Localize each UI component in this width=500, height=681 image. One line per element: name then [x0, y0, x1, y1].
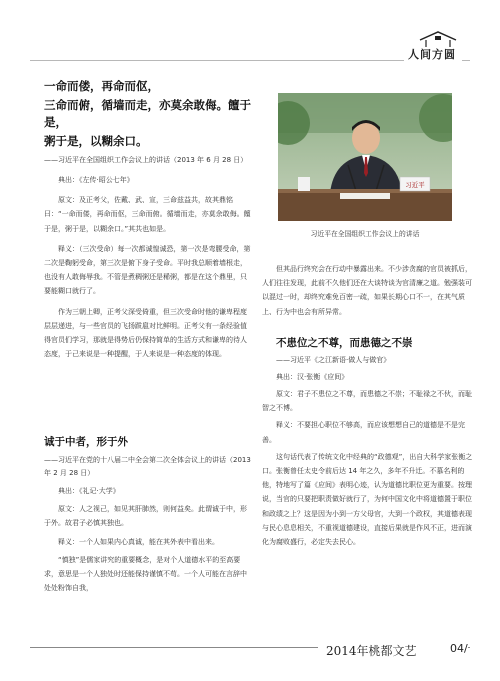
- section1-interpretation: 释义：（三次受命）每一次都诚惶诚恐，第一次是弯腰受命，第二次是鞠躬受命，第三次是俯下身子受命。平时我总顺着墙根走，也没有人敢侮辱我。不管是煮稠粥还是稀粥，都是在这个鼎里，只要能糊口就行了。: [44, 244, 251, 296]
- section2-title: 诚于中者，形于外: [44, 436, 128, 448]
- section3-title: 不患位之不尊，而患德之不崇: [276, 336, 413, 349]
- magazine-name: 2014年桃都文艺: [326, 644, 417, 658]
- meeting-photo-illustration: [278, 93, 452, 221]
- section2-origin: 典出：《礼记·大学》: [58, 487, 120, 495]
- section3-source: ——习近平《之江新语·做人与做官》: [276, 355, 391, 364]
- section2: [44, 434, 252, 595]
- section1-source: ——习近平在全国组织工作会议上的讲话（2013 年 6 月 28 日）: [44, 156, 248, 164]
- right-column: [262, 262, 474, 549]
- section1-commentary: 作为三朝上卿，正考父深受倚重，但三次受命时他的谦卑程度层层递进，与一些官员的飞扬跋扈对比鲜明。正考父有一条经验值得官员们学习，那就是得势后仍保持简单的生活方式和谦卑的待人态度，于己来说是一种提醒，于人来说是一种态度的体现。: [44, 307, 247, 359]
- section2-commentary: “慎独”是儒家讲究的重要概念，是对个人道德水平的至高要求，意思是一个人独处时还能保持谨慎不苟。一个人可能在言辞中处处粉饰自我，: [44, 555, 247, 593]
- quote-line-1: 一命而偻，再命而伛，: [44, 79, 159, 93]
- section3-original-text: 原文：君子不患位之不尊，而患德之不崇；不耻禄之不伙，而耻智之不博。: [262, 390, 472, 413]
- section3-commentary: 这句话代表了传统文化中经典的“政德观”，出自大科学家张衡之口。张衡曾任太史令前后达 14 年之久，多年不升迁。不慕名利的他，特地写了篇《应间》表明心迹，认为道德比职位更为重要。按理说，当官的只要把职责做好就行了，为何中国文化中将道德置于职位和政绩之上？这是因为小到一方父母官，大到一个政权，其道德表现与民心息息相关，不重视道德建设，直接后果就是作风不正，进而演化为腐败盛行，必定失去民心。: [262, 452, 473, 547]
- section3-interpretation: 释义：不要担心职位不够高，而应该想想自己的道德是不是完善。: [262, 421, 465, 444]
- section1-origin: 典出：《左传·昭公七年》: [58, 176, 134, 184]
- page-number: 04/: [450, 642, 468, 655]
- photo-caption: 习近平在全国组织工作会议上的讲话: [310, 230, 420, 238]
- meeting-photo: [278, 93, 452, 221]
- section2-interpretation: 释义：一个人如果内心真诚，能在其外表中看出来。: [58, 537, 219, 546]
- section1-original-text: 原文：及正考父，佐戴、武、宣，三命兹益共，故其鼎铭曰：“一命而偻，再命而伛，三命而俯。循墙而走，亦莫余敢侮。饘于是，粥于是，以糊余口。”其共也如是。: [44, 196, 251, 233]
- section3-origin: 典出：汉·张衡《应间》: [276, 372, 349, 381]
- quote-line-2: 三命而俯，循墙而走，亦莫余敢侮。饘于是，: [44, 98, 251, 129]
- section1: [44, 78, 252, 361]
- column-name: 人间方圆: [408, 48, 456, 61]
- nameplate-text: 习近平: [405, 181, 425, 189]
- section2-source: ——习近平在党的十八届二中全会第二次全体会议上的讲话（2013 年 2 月 28 日）: [44, 456, 251, 477]
- quote-line-3: 粥于是，以糊余口。: [44, 134, 148, 148]
- section2-continuation: 但其品行终究会在行动中暴露出来。不少涉贪腐的官员被抓后，人们往往发现，此前不久他们还在大谈特谈为官清廉之道。勉强装可以混过一时，却终究难免百密一疏，如果长期心口不一，在其气质上、行为中也会有所异常。: [262, 265, 472, 316]
- section2-original-text: 原文：人之视己，如见其肝肺然，则何益矣。此谓诚于中，形于外。故君子必慎其独也。: [44, 505, 247, 528]
